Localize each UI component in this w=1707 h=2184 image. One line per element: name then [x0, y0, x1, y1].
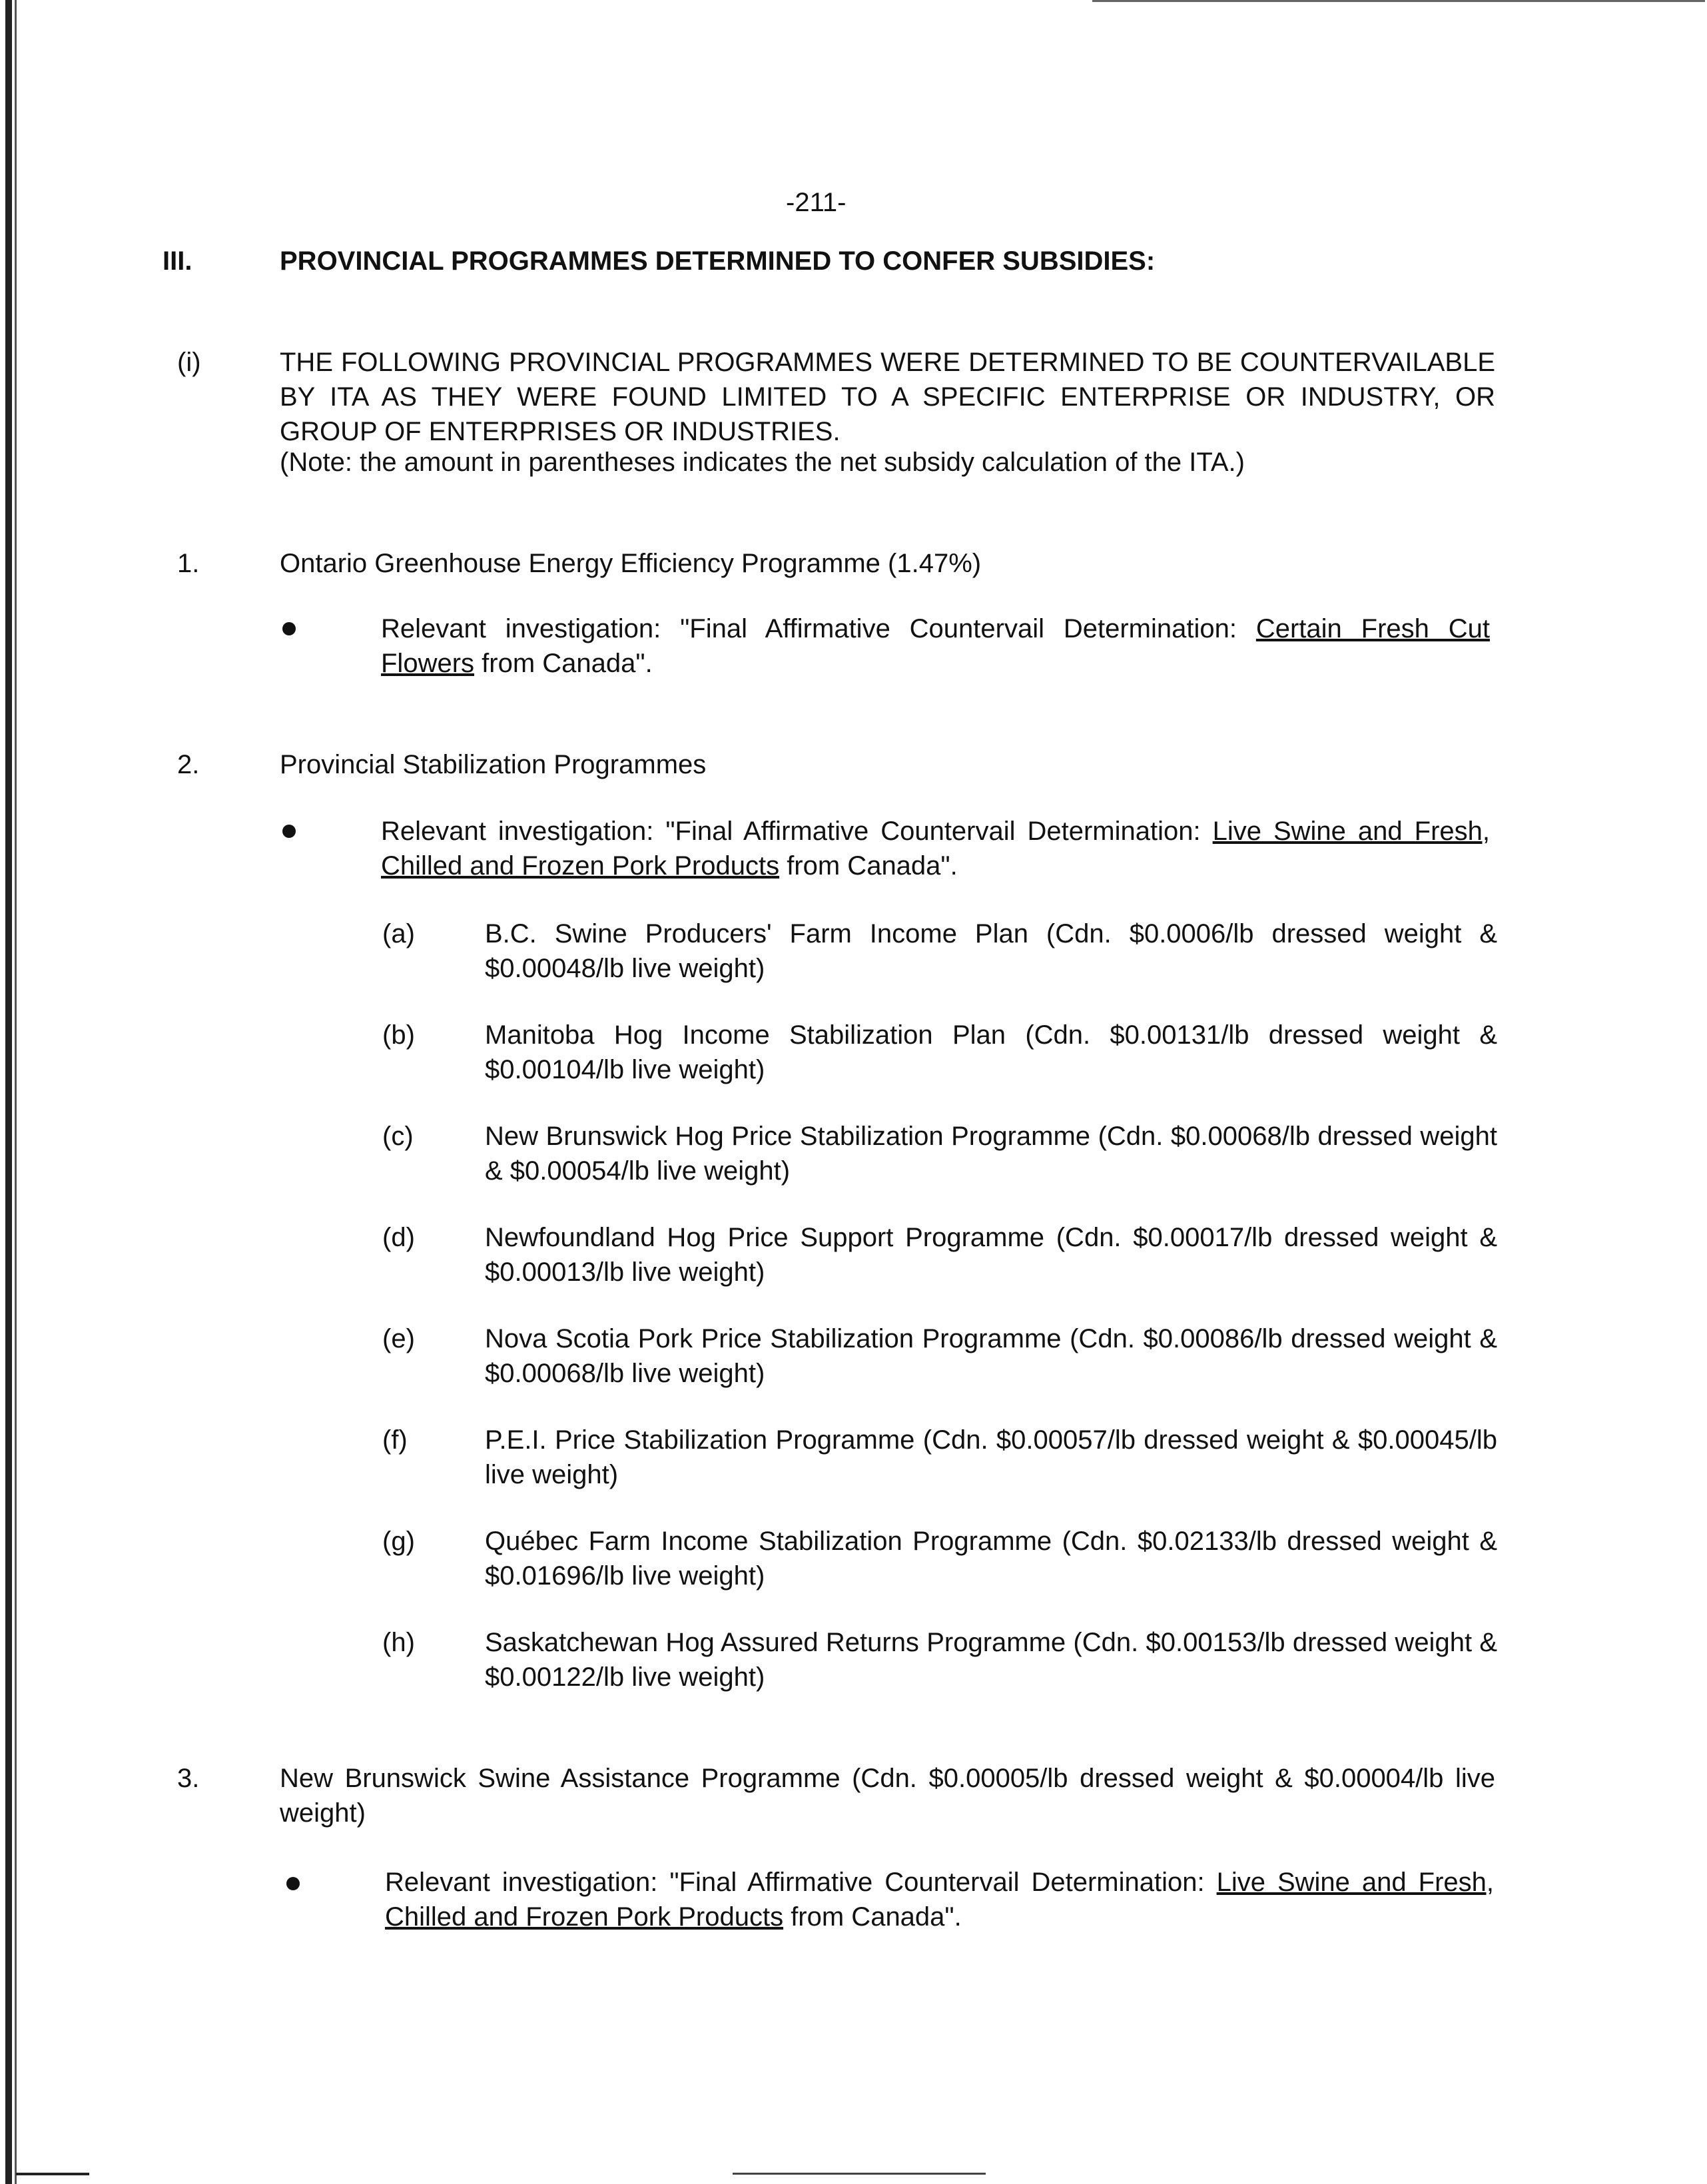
- bottom-scan-line-center: [733, 2173, 986, 2175]
- subitem-b-text: Manitoba Hog Income Stabilization Plan (Cdn. $0.00131/lb dressed weight & $0.00104/lb live weight): [485, 1020, 1497, 1084]
- item-1-title: Ontario Greenhouse Energy Efficiency Programme (1.47%): [280, 549, 982, 578]
- subitem-d-text: Newfoundland Hog Price Support Programme (Cdn. $0.00017/lb dressed weight & $0.00013/lb live weight): [485, 1223, 1497, 1287]
- scan-edge-border: [5, 0, 12, 2184]
- section-heading-number: III.: [163, 246, 192, 276]
- item-1-investigation: Relevant investigation: "Final Affirmative Countervail Determination: Certain Fresh Cut Flowers from Canada".: [381, 614, 1490, 678]
- subitem-c-text: New Brunswick Hog Price Stabilization Programme (Cdn. $0.00068/lb dressed weight & $0.00054/lb live weight): [485, 1122, 1497, 1186]
- section-heading: PROVINCIAL PROGRAMMES DETERMINED TO CONFER SUBSIDIES:: [280, 246, 1156, 276]
- scan-edge-border-inner: [15, 0, 17, 2184]
- item-1-number: 1.: [177, 549, 200, 578]
- subitem-e-label: (e): [382, 1324, 415, 1353]
- bullet-icon: [286, 1877, 300, 1890]
- subitem-c-label: (c): [382, 1122, 414, 1151]
- item-3-investigation: Relevant investigation: "Final Affirmative Countervail Determination: Live Swine and Fresh, Chilled and Frozen Pork Products from Canada".: [385, 1868, 1494, 1932]
- subitem-b-label: (b): [382, 1020, 415, 1050]
- subitem-g-text: Québec Farm Income Stabilization Programme (Cdn. $0.02133/lb dressed weight & $0.01696/lb live weight): [485, 1527, 1497, 1591]
- section-i-note: (Note: the amount in parentheses indicates the net subsidy calculation of the ITA.): [280, 448, 1245, 477]
- subitem-a-label: (a): [382, 919, 415, 948]
- subitem-d-label: (d): [382, 1223, 415, 1252]
- subitem-e-text: Nova Scotia Pork Price Stabilization Programme (Cdn. $0.00086/lb dressed weight & $0.00068/lb live weight): [485, 1324, 1497, 1388]
- item-2-number: 2.: [177, 750, 200, 779]
- subitem-f-text: P.E.I. Price Stabilization Programme (Cdn. $0.00057/lb dressed weight & $0.00045/lb live weight): [485, 1425, 1497, 1489]
- section-i-text: THE FOLLOWING PROVINCIAL PROGRAMMES WERE DETERMINED TO BE COUNTERVAILABLE BY ITA AS THEY WERE FOUND LIMITED TO A SPECIFIC ENTERPRISE OR INDUSTRY, OR GROUP OF ENTERPRISES OR INDUSTRIES.: [280, 348, 1495, 446]
- item-3-title: New Brunswick Swine Assistance Programme (Cdn. $0.00005/lb dressed weight & $0.00004/lb live weight): [280, 1764, 1495, 1828]
- item-2-investigation: Relevant investigation: "Final Affirmative Countervail Determination: Live Swine and Fresh, Chilled and Frozen Pork Products from Canada".: [381, 817, 1490, 881]
- subitem-h-text: Saskatchewan Hog Assured Returns Programme (Cdn. $0.00153/lb dressed weight & $0.00122/lb live weight): [485, 1628, 1497, 1692]
- subitem-h-label: (h): [382, 1628, 415, 1657]
- item-2-title: Provincial Stabilization Programmes: [280, 750, 707, 779]
- item-3-number: 3.: [177, 1764, 200, 1793]
- subitem-a-text: B.C. Swine Producers' Farm Income Plan (Cdn. $0.0006/lb dressed weight & $0.00048/lb live weight): [485, 919, 1497, 983]
- page-number: -211-: [786, 188, 847, 217]
- bottom-scan-line-left: [16, 2173, 89, 2175]
- subitem-f-label: (f): [382, 1425, 408, 1455]
- top-scan-line: [1092, 0, 1705, 2]
- subitem-g-label: (g): [382, 1527, 415, 1556]
- section-i-label: (i): [177, 348, 201, 377]
- bullet-icon: [282, 825, 296, 838]
- bullet-icon: [282, 622, 296, 635]
